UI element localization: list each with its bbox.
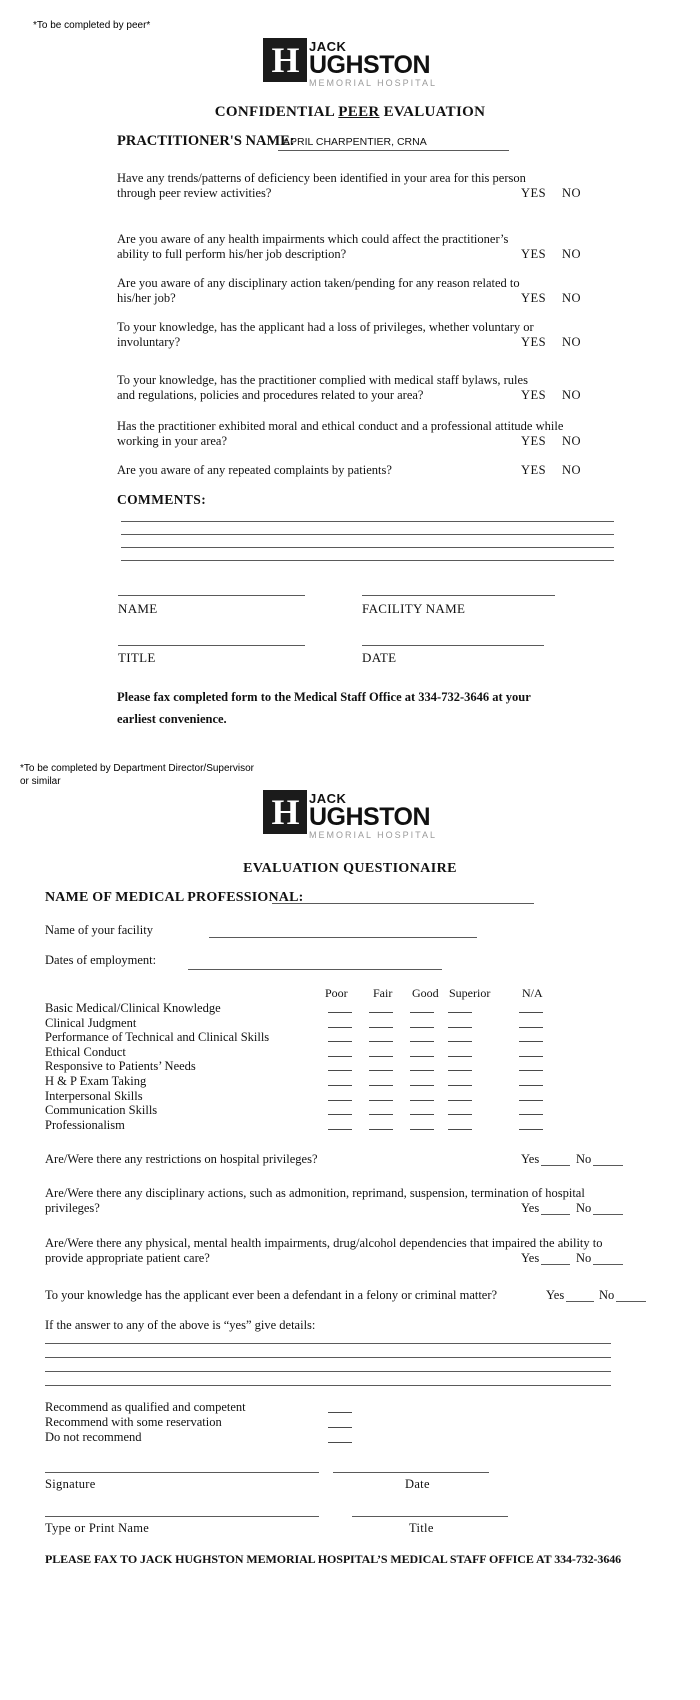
logo-letter-h: H — [263, 38, 307, 82]
peer-q4-yes[interactable]: YES — [521, 335, 547, 349]
dates-of-employment-line[interactable] — [188, 969, 442, 970]
print-title-label: Title — [409, 1521, 434, 1535]
rating-row-label: Communication Skills — [45, 1103, 158, 1118]
rating-tick[interactable] — [369, 1070, 393, 1071]
dates-of-employment-label: Dates of employment: — [45, 953, 157, 967]
comments-line-4[interactable] — [121, 560, 614, 561]
name-signature-line[interactable] — [118, 595, 305, 596]
rating-tick[interactable] — [448, 1056, 472, 1057]
rating-tick[interactable] — [519, 1129, 543, 1130]
peer-question-5: To your knowledge, has the practitioner complied with medical staff bylaws, rules and regulations, policies and procedures related to your area? — [117, 373, 528, 402]
rating-tick[interactable] — [410, 1012, 434, 1013]
supervisor-q2-yes-line[interactable] — [541, 1214, 570, 1215]
signature-date-line[interactable] — [333, 1472, 489, 1473]
supervisor-q1-no-line[interactable] — [593, 1165, 623, 1166]
peer-fax-line-2: earliest convenience. — [117, 712, 227, 726]
peer-q1-no[interactable]: NO — [562, 186, 582, 200]
rating-tick[interactable] — [328, 1100, 352, 1101]
title-part-underlined: PEER — [338, 104, 380, 120]
rating-tick[interactable] — [448, 1100, 472, 1101]
rating-row-label: Professionalism — [45, 1117, 125, 1132]
logo-jack-text: JACK — [308, 39, 347, 54]
felony-yes-line[interactable] — [566, 1301, 594, 1302]
supervisor-q1-yes-line[interactable] — [541, 1165, 570, 1166]
hospital-logo-second — [0, 790, 700, 841]
felony-question: To your knowledge has the applicant ever been a defendant in a felony or criminal matter? — [45, 1288, 498, 1302]
comments-label: COMMENTS: — [117, 492, 207, 507]
supervisor-note — [20, 763, 254, 788]
rating-header-superior: Superior — [449, 986, 491, 1000]
peer-fax-instructions — [117, 686, 587, 730]
peer-question-1: Have any trends/patterns of deficiency been identified in your area for this person through peer review activities? — [117, 171, 526, 200]
medical-professional-name-label: NAME OF MEDICAL PROFESSIONAL: — [45, 890, 304, 905]
supervisor-question-3: Are/Were there any physical, mental health impairments, drug/alcohol dependencies that impaired the ability to provide appropriate patient care? — [45, 1236, 603, 1265]
rating-tick[interactable] — [328, 1027, 352, 1028]
peer-q1-yes[interactable]: YES — [521, 186, 547, 200]
rating-tick[interactable] — [369, 1114, 393, 1115]
comments-line-2[interactable] — [121, 534, 614, 535]
peer-q5-yes[interactable]: YES — [521, 388, 547, 402]
peer-q2-yes[interactable]: YES — [521, 247, 547, 261]
peer-question-6: Has the practitioner exhibited moral and ethical conduct and a professional attitude while working in your area? — [117, 419, 564, 448]
rating-tick[interactable] — [448, 1070, 472, 1071]
supervisor-q1-no[interactable]: No — [576, 1152, 592, 1166]
signature-label: Signature — [45, 1477, 96, 1491]
rating-tick[interactable] — [448, 1129, 472, 1130]
logo-memorial-hospital-text: MEMORIAL HOSPITAL — [308, 78, 438, 88]
signature-date-label: Date — [405, 1477, 430, 1491]
date-line[interactable] — [362, 645, 544, 646]
details-line-2[interactable] — [45, 1357, 611, 1358]
felony-no-line[interactable] — [616, 1301, 646, 1302]
peer-fax-line-1: Please fax completed form to the Medical Staff Office at 334-732-3646 at your — [117, 690, 531, 704]
logo-jack-text: JACK — [308, 791, 347, 806]
rating-tick[interactable] — [369, 1012, 393, 1013]
rating-tick[interactable] — [328, 1070, 352, 1071]
supervisor-note-line-1: *To be completed by Department Director/Supervisor — [20, 763, 254, 774]
rating-tick[interactable] — [369, 1129, 393, 1130]
evaluation-questionaire-title: EVALUATION QUESTIONAIRE — [243, 861, 457, 876]
rating-row-label: Basic Medical/Clinical Knowledge — [45, 1001, 221, 1015]
rating-tick[interactable] — [519, 1012, 543, 1013]
title-label: TITLE — [118, 650, 156, 665]
recommendation-2-label: Recommend with some reservation — [45, 1415, 222, 1429]
recommendation-1-tick[interactable] — [328, 1412, 352, 1413]
peer-question-2: Are you aware of any health impairments which could affect the practitioner’s ability to full perform his/her job description? — [117, 232, 509, 261]
title-part-1: CONFIDENTIAL — [214, 104, 339, 120]
peer-q4-no[interactable]: NO — [562, 335, 582, 349]
rating-header-fair: Fair — [373, 986, 393, 1000]
rating-tick[interactable] — [448, 1012, 472, 1013]
rating-tick[interactable] — [519, 1041, 543, 1042]
rating-tick[interactable] — [410, 1129, 434, 1130]
recommendation-1-label: Recommend as qualified and competent — [45, 1400, 246, 1414]
date-label: DATE — [362, 650, 397, 665]
logo-hughston-text: UGHSTON — [308, 803, 431, 831]
rating-header-good: Good — [412, 986, 439, 1000]
hospital-logo — [0, 38, 700, 89]
supervisor-fax-instructions: PLEASE FAX TO JACK HUGHSTON MEMORIAL HOSPITAL’S MEDICAL STAFF OFFICE AT 334-732-3646 — [45, 1552, 622, 1566]
facility-name-label: FACILITY NAME — [362, 601, 466, 616]
peer-question-7: Are you aware of any repeated complaints by patients? — [117, 463, 392, 477]
rating-tick[interactable] — [448, 1027, 472, 1028]
practitioner-name-value[interactable]: APRIL CHARPENTIER, CRNA — [283, 136, 427, 148]
facility-line[interactable] — [209, 937, 477, 938]
rating-tick[interactable] — [369, 1041, 393, 1042]
rating-tick[interactable] — [519, 1056, 543, 1057]
supervisor-q3-no-line[interactable] — [593, 1264, 623, 1265]
rating-tick[interactable] — [328, 1085, 352, 1086]
practitioner-name-line — [278, 150, 509, 151]
logo-hughston-text: UGHSTON — [308, 51, 431, 79]
name-label: NAME — [118, 601, 158, 616]
logo-memorial-hospital-text: MEMORIAL HOSPITAL — [308, 830, 438, 840]
rating-tick[interactable] — [328, 1012, 352, 1013]
comments-line-3[interactable] — [121, 547, 614, 548]
details-line-1[interactable] — [45, 1343, 611, 1344]
rating-tick[interactable] — [369, 1056, 393, 1057]
rating-tick[interactable] — [328, 1129, 352, 1130]
peer-evaluation-title — [0, 104, 700, 121]
print-name-line[interactable] — [45, 1516, 319, 1517]
recommendation-2-tick[interactable] — [328, 1427, 352, 1428]
rating-tick[interactable] — [410, 1085, 434, 1086]
rating-tick[interactable] — [519, 1100, 543, 1101]
rating-tick[interactable] — [328, 1114, 352, 1115]
rating-tick[interactable] — [410, 1100, 434, 1101]
rating-tick[interactable] — [448, 1085, 472, 1086]
rating-tick[interactable] — [410, 1114, 434, 1115]
rating-row-label: Performance of Technical and Clinical Skills — [45, 1030, 270, 1045]
peer-q2-no[interactable]: NO — [562, 247, 582, 261]
recommendation-3-tick[interactable] — [328, 1442, 352, 1443]
peer-q3-no[interactable]: NO — [562, 291, 582, 305]
print-name-label: Type or Print Name — [45, 1521, 150, 1535]
supervisor-q3-yes[interactable]: Yes — [521, 1251, 540, 1265]
rating-row-label: Ethical Conduct — [45, 1044, 126, 1059]
rating-tick[interactable] — [519, 1027, 543, 1028]
rating-tick[interactable] — [410, 1041, 434, 1042]
peer-q7-no[interactable]: NO — [562, 463, 582, 477]
rating-tick[interactable] — [369, 1085, 393, 1086]
peer-question-4: To your knowledge, has the applicant had a loss of privileges, whether voluntary or involuntary? — [117, 320, 534, 349]
rating-tick[interactable] — [519, 1114, 543, 1115]
felony-no[interactable]: No — [599, 1288, 615, 1302]
supervisor-question-2: Are/Were there any disciplinary actions, such as admonition, reprimand, suspension, termination of hospital privileges? — [45, 1186, 585, 1215]
rating-tick[interactable] — [369, 1100, 393, 1101]
details-line-4[interactable] — [45, 1385, 611, 1386]
peer-q6-yes[interactable]: YES — [521, 434, 547, 448]
felony-yes[interactable]: Yes — [546, 1288, 565, 1302]
practitioner-name-label: PRACTITIONER'S NAME: — [117, 133, 295, 149]
rating-row-label: H & P Exam Taking — [45, 1074, 147, 1088]
details-prompt: If the answer to any of the above is “yes” give details: — [45, 1318, 316, 1332]
peer-question-3: Are you aware of any disciplinary action taken/pending for any reason related to his/her job? — [117, 276, 520, 305]
rating-tick[interactable] — [328, 1041, 352, 1042]
rating-tick[interactable] — [410, 1056, 434, 1057]
peer-q5-no[interactable]: NO — [562, 388, 582, 402]
rating-row-label: Interpersonal Skills — [45, 1088, 143, 1103]
supervisor-q2-no[interactable]: No — [576, 1201, 592, 1215]
rating-tick[interactable] — [328, 1056, 352, 1057]
rating-tick[interactable] — [519, 1070, 543, 1071]
title-part-2: EVALUATION — [379, 104, 486, 120]
peer-q7-yes[interactable]: YES — [521, 463, 547, 477]
rating-tick[interactable] — [519, 1085, 543, 1086]
rating-tick[interactable] — [410, 1027, 434, 1028]
supervisor-question-1: Are/Were there any restrictions on hospital privileges? — [45, 1152, 318, 1166]
supervisor-q2-no-line[interactable] — [593, 1214, 623, 1215]
rating-header-poor: Poor — [325, 986, 348, 1000]
rating-tick[interactable] — [410, 1070, 434, 1071]
supervisor-q2-yes[interactable]: Yes — [521, 1201, 540, 1215]
rating-tick[interactable] — [369, 1027, 393, 1028]
supervisor-q1-yes[interactable]: Yes — [521, 1152, 540, 1166]
supervisor-q3-no[interactable]: No — [576, 1251, 592, 1265]
rating-header-na: N/A — [522, 986, 543, 1000]
supervisor-q3-yes-line[interactable] — [541, 1264, 570, 1265]
recommendation-3-label: Do not recommend — [45, 1430, 142, 1444]
print-title-line[interactable] — [352, 1516, 508, 1517]
comments-line-1[interactable] — [121, 521, 614, 522]
logo-letter-h: H — [263, 790, 307, 834]
supervisor-note-line-2: or similar — [20, 775, 61, 787]
peer-note: *To be completed by peer* — [33, 20, 151, 31]
peer-q6-no[interactable]: NO — [562, 434, 582, 448]
rating-tick[interactable] — [448, 1114, 472, 1115]
signature-line[interactable] — [45, 1472, 319, 1473]
rating-tick[interactable] — [448, 1041, 472, 1042]
rating-row-label: Clinical Judgment — [45, 1015, 137, 1030]
peer-q3-yes[interactable]: YES — [521, 291, 547, 305]
facility-label: Name of your facility — [45, 923, 153, 937]
title-signature-line[interactable] — [118, 645, 305, 646]
medical-professional-name-line[interactable] — [272, 903, 534, 904]
facility-name-line[interactable] — [362, 595, 555, 596]
details-line-3[interactable] — [45, 1371, 611, 1372]
rating-row-label: Responsive to Patients’ Needs — [45, 1059, 196, 1074]
